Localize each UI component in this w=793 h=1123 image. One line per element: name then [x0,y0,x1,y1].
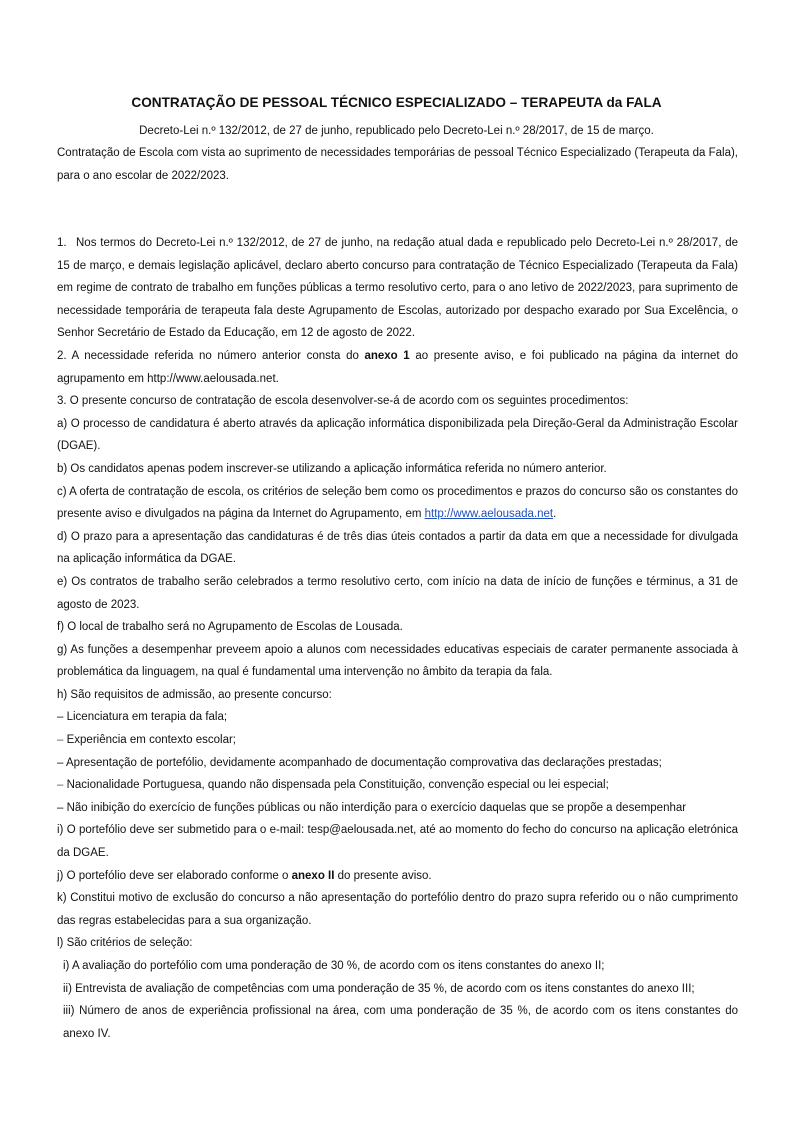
item-j-text: j) O portefólio deve ser elaborado conforme o [57,869,292,882]
item-k: k) Constitui motivo de exclusão do concurso a não apresentação do portefólio dentro do prazo supra referido ou o não cumprimento das regras estabelecidas para a sua organização. [57,892,738,927]
item-i: i) O portefólio deve ser submetido para o e-mail: tesp@aelousada.net, até ao momento do fecho do concurso na aplicação eletrónica da DGAE. [57,824,738,860]
requirement-text: Não inibição do exercício de funções públicas ou não interdição para o exercício daquelas que se propõe a desempenhar [66,801,687,814]
dash-bullet: – [57,801,64,814]
requirement-5 [57,797,738,820]
annex-1-reference: anexo 1 [364,349,410,362]
paragraph-1-text: Nos termos do Decreto-Lei n.º 132/2012, de 27 de junho, na redação atual dada e republicado pelo Decreto-Lei n.º 28/2017, de 15 de março, e demais legislação aplicável, declaro aberto concurso para contratação de Técnico Especializado (Terapeuta da Fala) em regime de contrato de trabalho em funções públicas a termo resolutivo certo, para o ano letivo de 2022/2023, para suprimento de necessidade temporária de terapeuta fala deste Agrupamento de Escolas, autorizado por despacho exarado por Sua Excelência, o Senhor Secretário de Estado da Educação, em 12 de agosto de 2022. [57,237,738,340]
dash-bullet: – [57,734,64,747]
document-body [57,232,738,1045]
item-e: e) Os contratos de trabalho serão celebrados a termo resolutivo certo, com início na data de início de funções e términus, a 31 de agosto de 2023. [57,575,738,611]
item-a: a) O processo de candidatura é aberto através da aplicação informática disponibilizada pela Direção-Geral da Administração Escolar (DGAE). [57,417,738,453]
document-title: CONTRATAÇÃO DE PESSOAL TÉCNICO ESPECIALIZADO – TERAPEUTA da FALA [131,95,662,110]
item-j [57,865,738,888]
item-j-end: do presente aviso. [334,869,432,882]
agrupamento-website-link[interactable]: http://www.aelousada.net [424,508,554,521]
requirement-2 [57,729,738,752]
annex-2-reference: anexo II [291,869,335,882]
item-g: g) As funções a desempenhar preveem apoio a alunos com necessidades educativas especiais de carater permanente associada à problemática da linguagem, na qual é fundamental uma intervenção no âmbito da terapia da fala. [57,643,738,679]
requirement-1 [57,706,738,729]
requirement-text: Experiência em contexto escolar; [66,734,236,747]
intro-paragraph: Contratação de Escola com vista ao suprimento de necessidades temporárias de pessoal Técnico Especializado (Terapeuta da Fala), para o ano escolar de 2022/2023. [57,147,738,182]
item-b: b) Os candidatos apenas podem inscrever-se utilizando a aplicação informática referida no número anterior. [57,462,607,475]
requirement-3 [57,752,738,775]
item-l: l) São critérios de seleção: [57,937,193,950]
paragraph-3: 3. O presente concurso de contratação de escola desenvolver-se-á de acordo com os seguintes procedimentos: [57,395,629,408]
dash-bullet: – [57,779,64,792]
paragraph-2 [57,345,738,390]
criterion-1: i) A avaliação do portefólio com uma ponderação de 30 %, de acordo com os itens constantes do anexo II; [63,960,605,972]
item-c-text: c) A oferta de contratação de escola, os critérios de seleção bem como os procedimentos e prazos do concurso são os constantes do presente aviso e divulgados na página da Internet do Agrupamento, em [57,485,738,521]
item-d: d) O prazo para a apresentação das candidaturas é de três dias úteis contados a partir da data em que a necessidade for divulgada na aplicação informática da DGAE. [57,530,738,566]
requirement-text: Licenciatura em terapia da fala; [66,711,228,724]
item-c-end: . [553,508,557,521]
document-subtitle: Decreto-Lei n.º 132/2012, de 27 de junho, republicado pelo Decreto-Lei n.º 28/2017, de 15 de março. [139,125,654,137]
requirement-text: Apresentação de portefólio, devidamente acompanhado de documentação comprovativa das declarações prestadas; [65,756,662,769]
paragraph-2-text: 2. A necessidade referida no número anterior consta do [57,349,365,362]
item-f: f) O local de trabalho será no Agrupamento de Escolas de Lousada. [57,621,403,634]
requirement-text: Nacionalidade Portuguesa, quando não dispensada pela Constituição, convenção especial ou lei especial; [66,779,609,792]
requirement-4 [57,774,738,797]
dash-bullet: – [57,711,64,724]
dash-bullet: – [57,756,64,769]
paragraph-number: 1. [57,237,67,249]
paragraph-1 [57,232,738,345]
item-h: h) São requisitos de admissão, ao presente concurso: [57,688,332,701]
item-c [57,481,738,526]
criterion-2: ii) Entrevista de avaliação de competências com uma ponderação de 35 %, de acordo com os itens constantes do anexo III; [63,982,695,995]
paragraph-2-text-end: ao presente aviso, e foi publicado na página da internet do agrupamento em http://www.aelousada.net. [57,349,739,385]
criterion-3: iii) Número de anos de experiência profissional na área, com uma ponderação de 35 %, de acordo com os itens constantes do anexo IV. [63,1005,738,1040]
